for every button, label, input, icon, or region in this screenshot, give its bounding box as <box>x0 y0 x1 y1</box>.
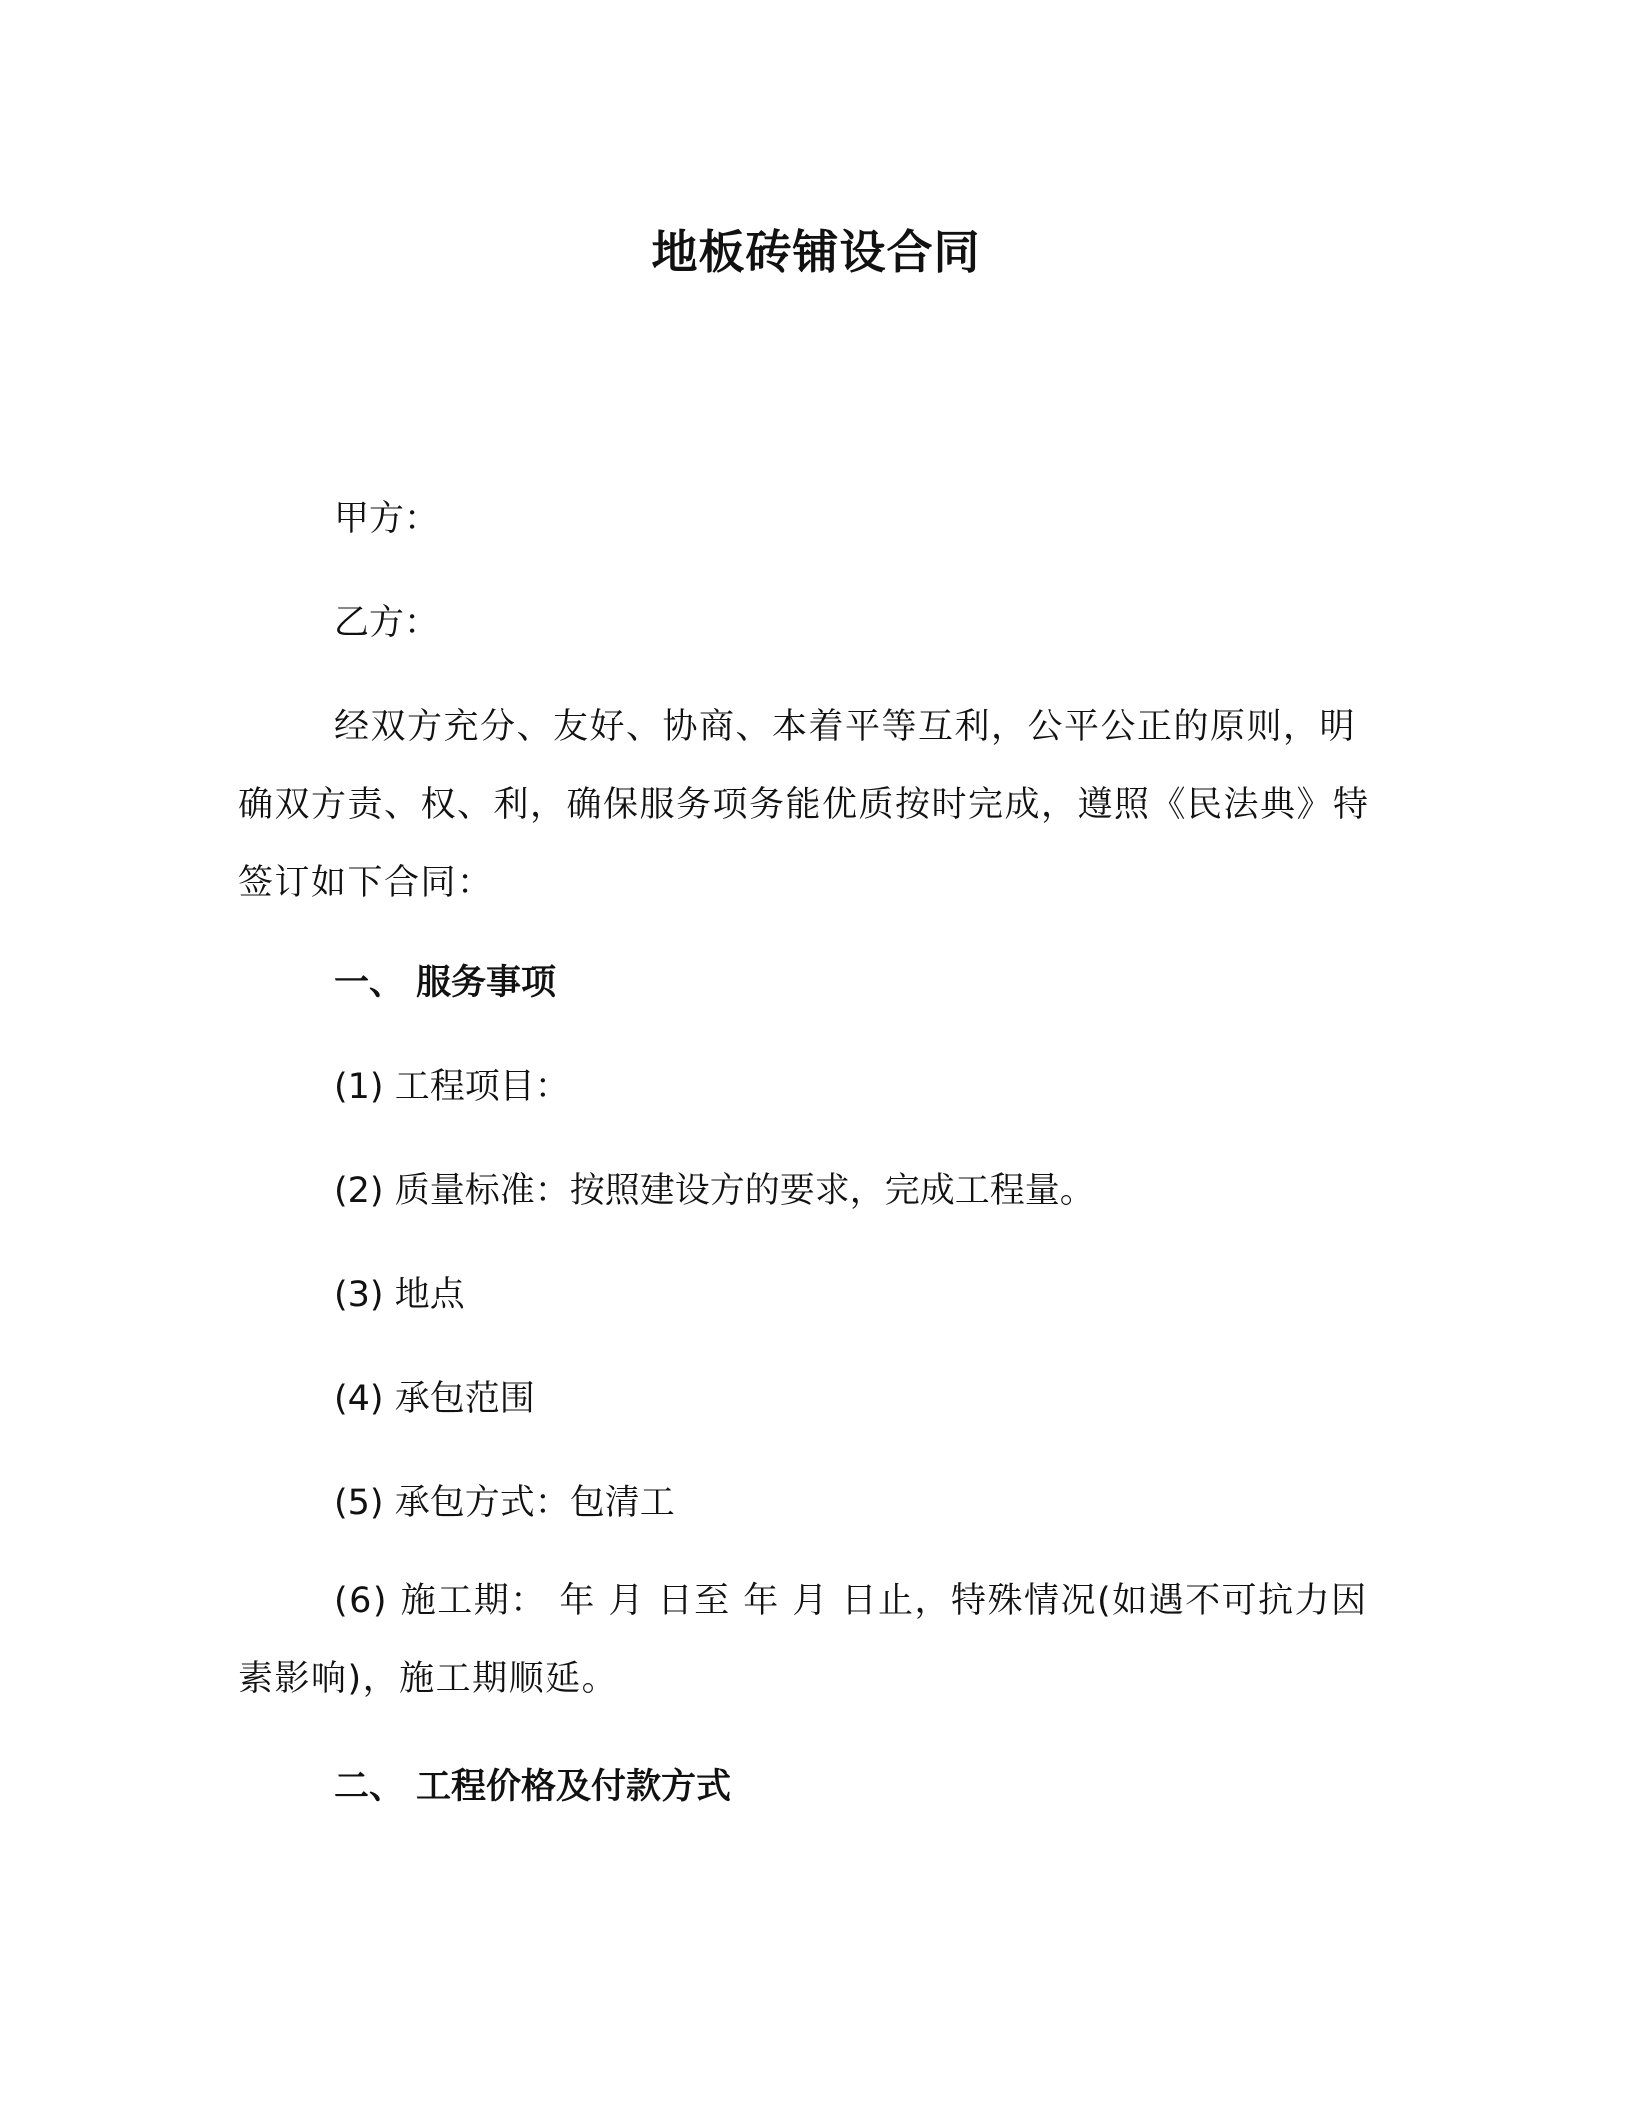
party-a-label: 甲方： <box>334 499 440 539</box>
section-2-number: 二、 <box>334 1767 405 1807</box>
item-contract-method: (5) 承包方式：包清工 <box>334 1483 675 1523</box>
party-b-label: 乙方： <box>334 603 440 643</box>
section-1-heading <box>334 960 556 1006</box>
section-1-number: 一、 <box>334 963 405 1003</box>
section-1-title: 服务事项 <box>416 963 557 1003</box>
item-location: (3) 地点 <box>334 1275 465 1315</box>
item-construction-period: (6) 施工期： 年 月 日至 年 月 日止，特殊情况(如遇不可抗力因素影响)，施工期顺延。 <box>238 1581 1368 1699</box>
section-2-heading <box>334 1764 731 1810</box>
item-contract-scope: (4) 承包范围 <box>334 1379 535 1419</box>
section-2-title: 工程价格及付款方式 <box>416 1767 732 1807</box>
contract-title: 地板砖铺设合同 <box>651 225 981 279</box>
item-project: (1) 工程项目： <box>334 1067 570 1107</box>
item-quality-standard: (2) 质量标准：按照建设方的要求，完成工程量。 <box>334 1171 1095 1211</box>
preamble-paragraph: 经双方充分、友好、协商、本着平等互利，公平公正的原则，明确双方责、权、利，确保服务项务能优质按时完成，遵照《民法典》特签订如下合同： <box>238 707 1370 903</box>
